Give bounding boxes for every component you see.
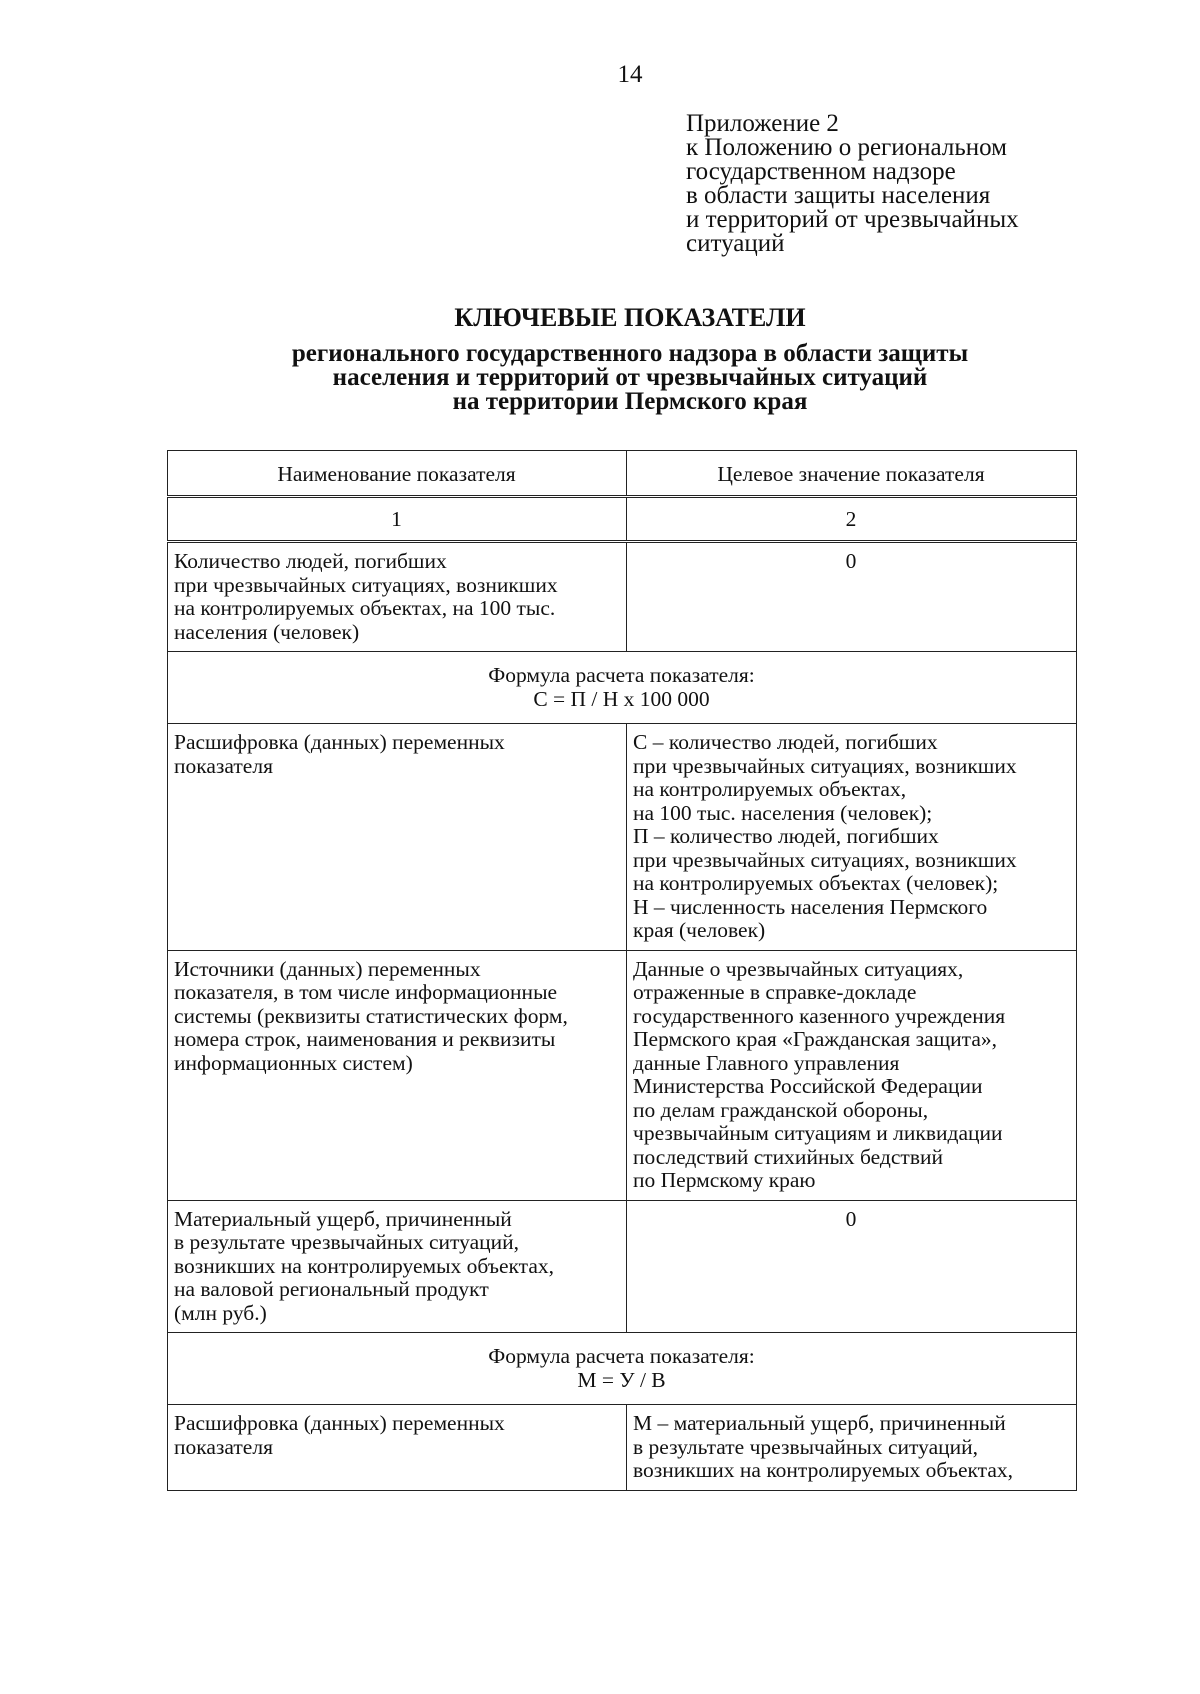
cell-line: возникших на контролируемых объектах, xyxy=(633,1458,1013,1482)
cell-line: последствий стихийных бедствий xyxy=(633,1144,943,1169)
cell-line: при чрезвычайных ситуациях, возникших xyxy=(174,572,558,597)
variables-description-cell xyxy=(627,724,1077,951)
formula-cell xyxy=(168,652,1077,724)
cell-line: Количество людей, погибших xyxy=(174,549,447,573)
document-subtitle xyxy=(0,342,1200,414)
sources-label-cell xyxy=(168,950,627,1200)
indicator-name-cell xyxy=(168,1200,627,1333)
cell-line: Н – численность населения Пермского xyxy=(633,894,988,919)
table-header-row xyxy=(168,451,1077,497)
appendix-line: государственном надзоре xyxy=(686,158,956,185)
subtitle-line: населения и территорий от чрезвычайных ситуаций xyxy=(332,364,928,391)
cell-line: чрезвычайным ситуациям и ликвидации xyxy=(633,1121,1003,1145)
appendix-line: Приложение 2 xyxy=(686,110,839,137)
cell-line: показателя, в том числе информационные xyxy=(174,980,558,1004)
appendix-reference xyxy=(686,112,1106,256)
cell-line: на контролируемых объектах (человек); xyxy=(633,871,999,895)
table-row xyxy=(168,1200,1077,1333)
column-number: 2 xyxy=(627,497,1077,542)
appendix-line: и территорий от чрезвычайных xyxy=(686,206,1019,233)
indicators-table xyxy=(167,450,1077,1491)
cell-line: Источники (данных) переменных xyxy=(174,956,481,981)
cell-line: на контролируемых объектах, xyxy=(633,777,907,801)
cell-line: Пермского края «Гражданская защита», xyxy=(633,1027,998,1051)
subtitle-line: регионального государственного надзора в области защиты xyxy=(291,340,969,367)
variables-description-cell xyxy=(627,1405,1077,1491)
cell-line: П – количество людей, погибших xyxy=(633,824,939,848)
appendix-line: ситуаций xyxy=(686,230,785,257)
sources-description-cell xyxy=(627,950,1077,1200)
page-number: 14 xyxy=(617,61,643,88)
table-row xyxy=(168,950,1077,1200)
cell-line: возникших на контролируемых объектах, xyxy=(174,1253,554,1278)
cell-line: М – материальный ущерб, причиненный xyxy=(633,1411,1006,1435)
appendix-line: в области защиты населения xyxy=(686,182,991,209)
indicator-name-cell xyxy=(168,542,627,652)
document-title: КЛЮЧЕВЫЕ ПОКАЗАТЕЛИ xyxy=(454,303,806,332)
cell-line: на валовой региональный продукт xyxy=(174,1277,489,1301)
cell-line: в результате чрезвычайных ситуаций, xyxy=(174,1230,520,1254)
cell-line: Материальный ущерб, причиненный xyxy=(174,1206,512,1231)
cell-line: Министерства Российской Федерации xyxy=(633,1074,983,1098)
cell-line: информационных систем) xyxy=(174,1050,413,1075)
variables-label-cell xyxy=(168,724,627,951)
cell-line: номера строк, наименования и реквизиты xyxy=(174,1027,556,1051)
formula-row xyxy=(168,652,1077,724)
cell-line: показателя xyxy=(174,1434,273,1459)
cell-line: при чрезвычайных ситуациях, возникших xyxy=(633,847,1017,872)
variables-label-cell xyxy=(168,1405,627,1491)
header-target-value: Целевое значение показателя xyxy=(627,451,1077,497)
cell-line: данные Главного управления xyxy=(633,1050,900,1075)
formula-label: Формула расчета показателя: xyxy=(488,663,755,687)
cell-line: на 100 тыс. населения (человек); xyxy=(633,800,933,825)
cell-line: Данные о чрезвычайных ситуациях, xyxy=(633,956,964,981)
column-number: 1 xyxy=(168,497,627,542)
cell-line: на контролируемых объектах, на 100 тыс. xyxy=(174,596,556,620)
cell-line: государственного казенного учреждения xyxy=(633,1003,1006,1028)
cell-line: при чрезвычайных ситуациях, возникших xyxy=(633,753,1017,778)
cell-line: показателя xyxy=(174,753,273,778)
table-row xyxy=(168,1405,1077,1491)
cell-line: Расшифровка (данных) переменных xyxy=(174,1411,505,1435)
header-indicator-name: Наименование показателя xyxy=(168,451,627,497)
target-value-cell: 0 xyxy=(627,542,1077,652)
column-numbers-row xyxy=(168,497,1077,542)
appendix-line: к Положению о региональном xyxy=(686,134,1007,161)
formula-row xyxy=(168,1333,1077,1405)
cell-line: по делам гражданской обороны, xyxy=(633,1097,929,1122)
cell-line: в результате чрезвычайных ситуаций, xyxy=(633,1434,979,1459)
cell-line: по Пермскому краю xyxy=(633,1168,816,1192)
formula-label: Формула расчета показателя: xyxy=(488,1344,755,1368)
subtitle-line: на территории Пермского края xyxy=(452,388,808,415)
cell-line: края (человек) xyxy=(633,918,766,942)
table-row xyxy=(168,542,1077,652)
table-row xyxy=(168,724,1077,951)
target-value-cell: 0 xyxy=(627,1200,1077,1333)
cell-line: Расшифровка (данных) переменных xyxy=(174,730,505,754)
cell-line: системы (реквизиты статистических форм, xyxy=(174,1003,568,1028)
cell-line: отраженные в справке-докладе xyxy=(633,980,917,1004)
cell-line: (млн руб.) xyxy=(174,1300,267,1325)
formula-cell xyxy=(168,1333,1077,1405)
formula-expression: С = П / Н х 100 000 xyxy=(533,686,710,711)
formula-expression: М = У / В xyxy=(577,1367,666,1392)
cell-line: населения (человек) xyxy=(174,619,360,644)
cell-line: С – количество людей, погибших xyxy=(633,730,938,754)
